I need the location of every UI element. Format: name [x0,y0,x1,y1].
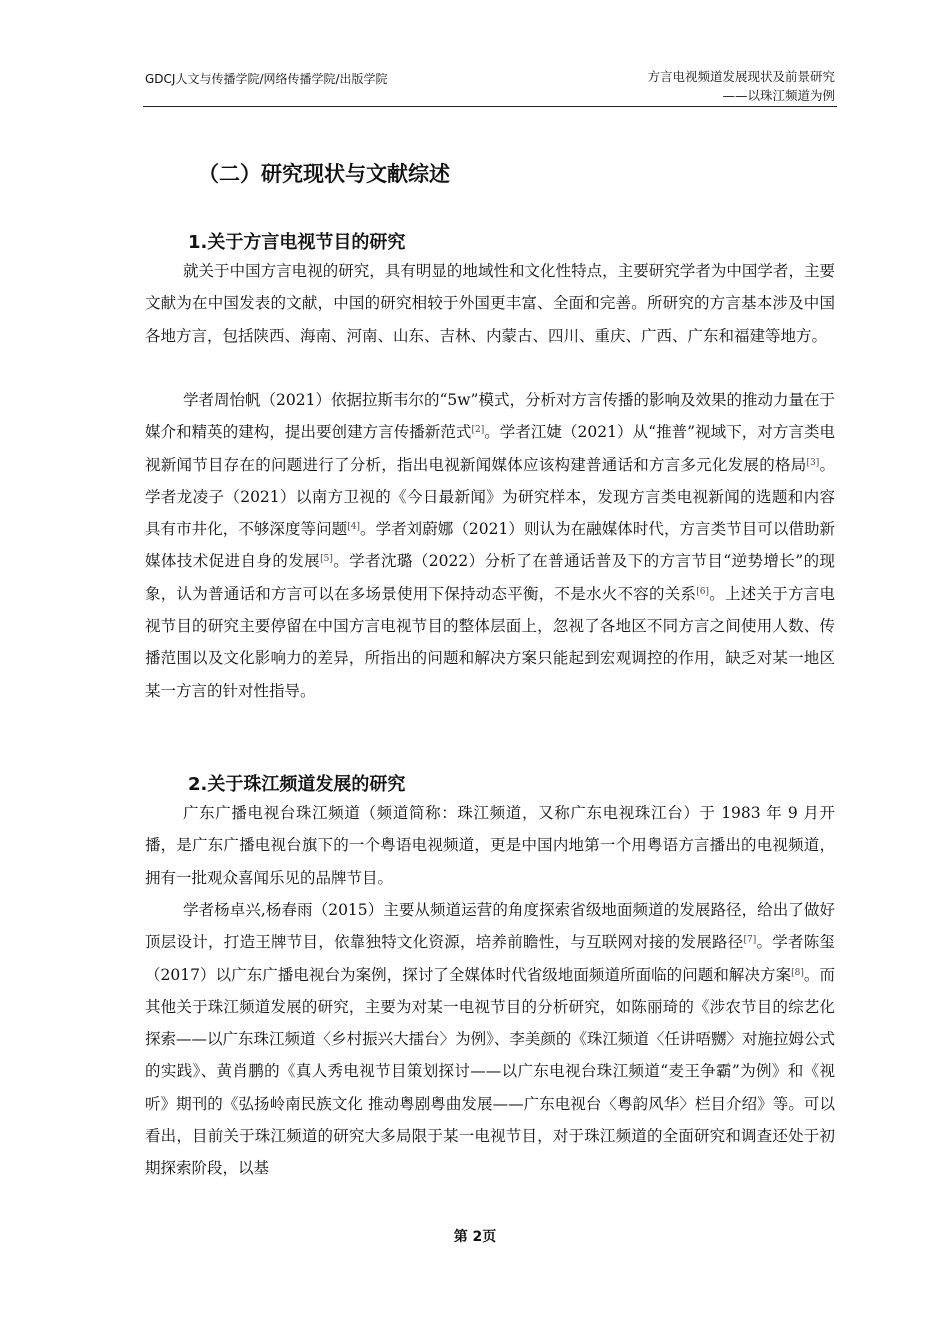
citation-marker: [7] [743,935,757,946]
paragraph-text: 广东广播电视台珠江频道（频道简称：珠江频道，又称广东电视珠江台）于 1983 年 9 月开播，是广东广播电视台旗下的一个粤语电视频道，更是中国内地第一个用粤语方言播出的电视频道，拥有一批观众喜闻乐见的品牌节目。 [145,804,835,887]
header-title-line2: ——以珠江频道为例 [722,88,835,103]
header-rule [143,106,837,107]
paragraph-text: 。学者刘蔚娜（2021）则认为在融媒体时代，方言类节目可以借助新媒体技术促进自身的发展 [145,520,835,571]
citation-marker: [8] [791,967,804,978]
page-number: 第 2页 [453,1229,497,1245]
citation-marker: [6] [696,586,709,597]
header-title [647,67,835,105]
paragraph-text: 。而其他关于珠江频道发展的研究，主要为对某一电视节目的分析研究，如陈丽琦的《涉农节目的综艺化探索——以广东珠江频道〈乡村振兴大擂台〉为例》、李美颜的《珠江频道〈任讲唔嬲〉对施拉姆公式的实践》、黄肖鹏的《真人秀电视节目策划探讨——以广东电视台珠江频道“麦王争霸”为例》和《视听》期刊的《弘扬岭南民族文化 推动粤剧粤曲发展——广东电视台〈粤韵风华〉栏目介绍》等。可以看出，目前关于珠江频道的研究大多局限于某一电视节目，对于珠江频道的全面研究和调查还处于初期探索阶段，以基 [145,965,835,1178]
citation-marker: [2] [471,425,485,436]
header-title-line1: 方言电视频道发展现状及前景研究 [647,69,835,84]
paragraph-text: 。上述关于方言电视节目的研究主要停留在中国方言电视节目的整体层面上，忽视了各地区不同方言之间使用人数、传播范围以及文化影响力的差异，所指出的问题和解决方案只能起到宏观调控的作用，缺乏对某一地区某一方言的针对性指导。 [145,584,835,700]
subsection-title-1: 1.关于方言电视节目的研究 [188,232,406,253]
paragraph-text: 。学者沈璐（2022）分析了在普通话普及下的方言节目“逆势增长”的现象，认为普通话和方言可以在多场景使用下保持动态平衡，不是水火不容的关系 [145,552,835,603]
paragraph-text: 。学者龙凌子（2021）以南方卫视的《今日最新闻》为研究样本，发现方言类电视新闻的选题和内容具有市井化，不够深度等问题 [145,455,835,539]
paragraph [145,255,835,352]
paragraph [145,894,835,1185]
paragraph-text: 就关于中国方言电视的研究，具有明显的地域性和文化性特点，主要研究学者为中国学者，主要文献为在中国发表的文献，中国的研究相较于外国更丰富、全面和完善。所研究的方言基本涉及中国各地方言，包括陕西、海南、河南、山东、吉林、内蒙古、四川、重庆、广西、广东和福建等地方。 [145,262,835,345]
paragraph [145,384,835,707]
citation-marker: [4] [347,522,360,533]
header-institution: GDCJ人文与传播学院/网络传播学院/出版学院 [145,72,388,86]
paragraph-text: 。学者陈玺（2017）以广东广播电视台为案例，探讨了全媒体时代省级地面频道所面临的问题和解决方案 [145,933,835,984]
paragraph [145,797,835,894]
paragraph-text: 学者周怡帆（2021）依据拉斯韦尔的“5w”模式，分析对方言传播的影响及效果的推动力量在于媒介和精英的建构，提出要创建方言传播新范式 [145,391,835,442]
paragraph-text: 学者杨卓兴,杨春雨（2015）主要从频道运营的角度探索省级地面频道的发展路径，给出了做好顶层设计，打造王牌节目，依靠独特文化资源，培养前瞻性，与互联网对接的发展路径 [145,901,835,952]
subsection-title-2: 2.关于珠江频道发展的研究 [188,774,406,795]
citation-marker: [5] [320,554,333,565]
paragraph-text: 。学者江婕（2021）从“推普”视域下，对方言类电视新闻节目存在的问题进行了分析，指出电视新闻媒体应该构建普通话和方言多元化发展的格局 [145,423,835,474]
section-title: （二）研究现状与文献综述 [198,162,450,186]
citation-marker: [3] [806,457,820,468]
